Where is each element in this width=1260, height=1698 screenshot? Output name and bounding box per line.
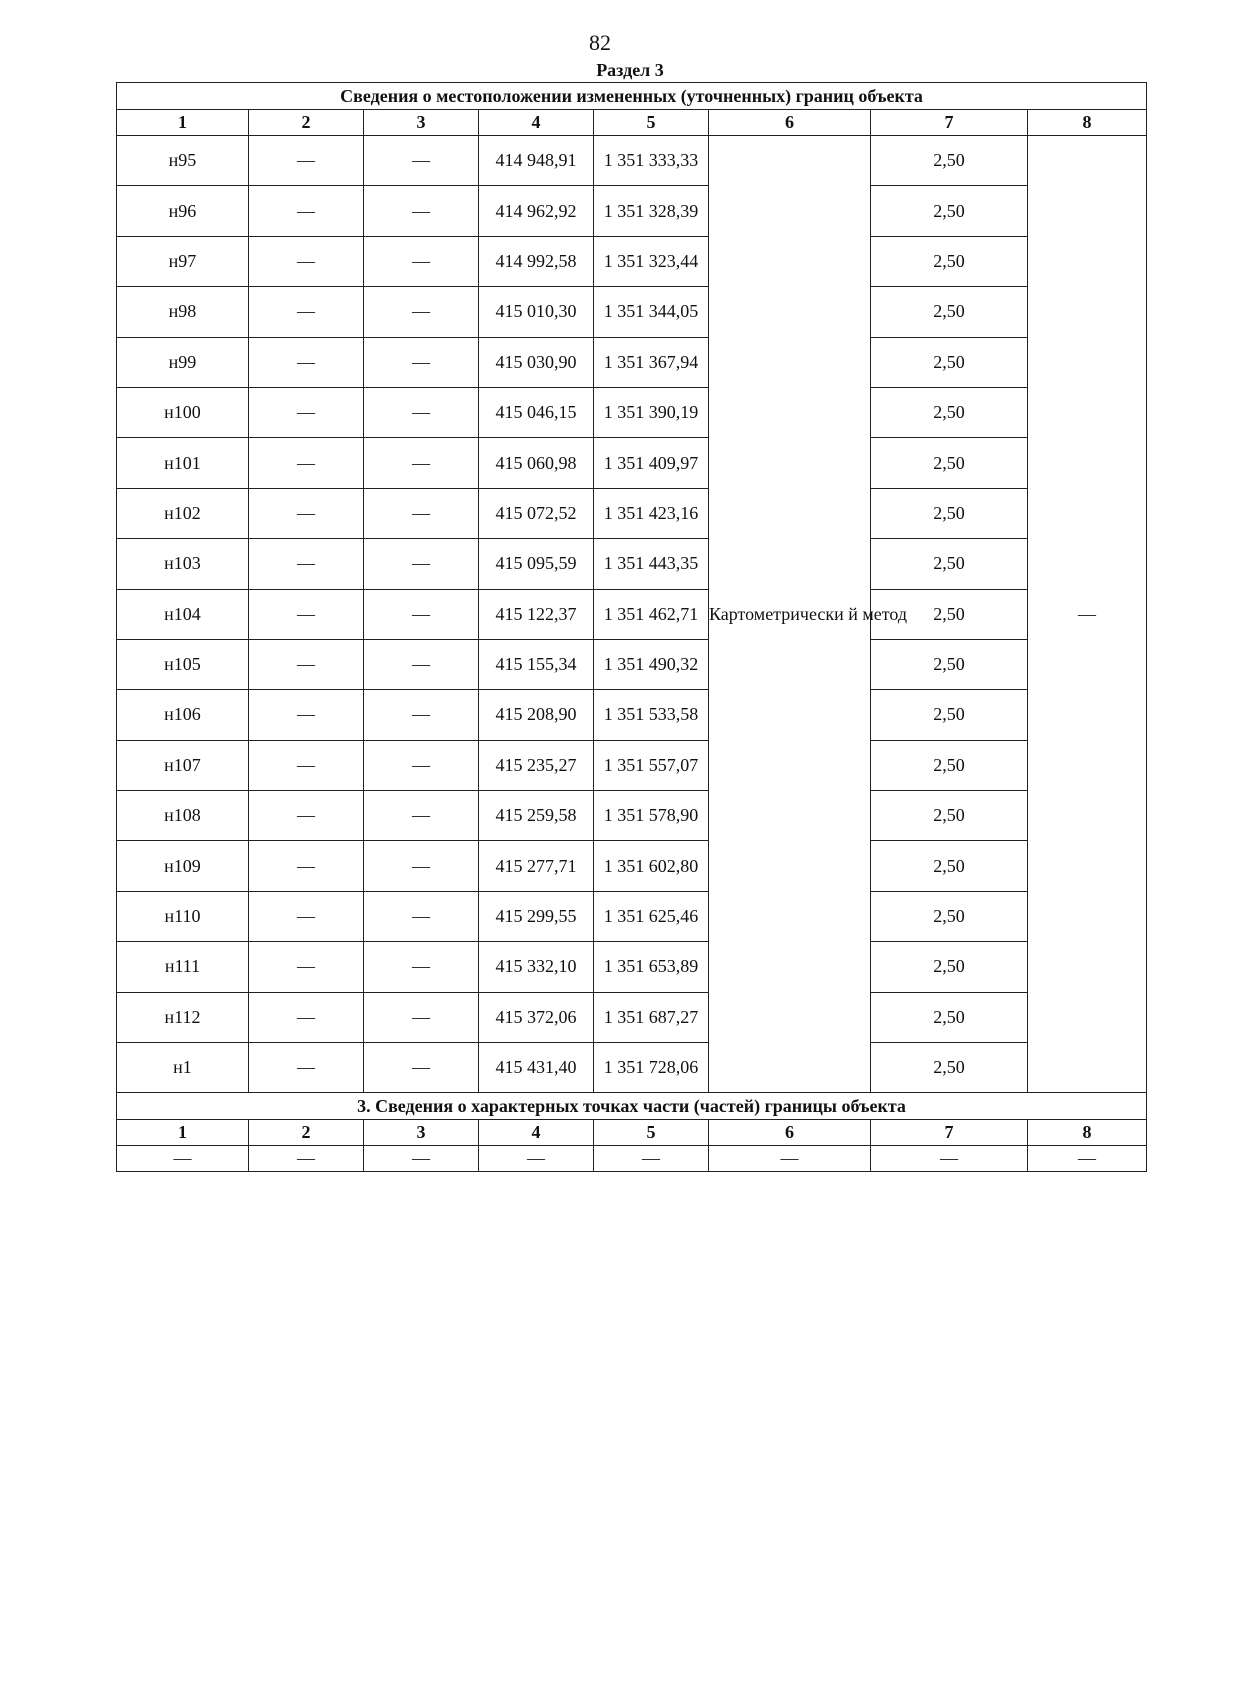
sub-value-4: — bbox=[479, 1146, 594, 1172]
coordinate-y: 1 351 367,94 bbox=[594, 337, 709, 387]
point-id: н101 bbox=[117, 438, 249, 488]
column-3-value: — bbox=[364, 136, 479, 186]
accuracy-value: 2,50 bbox=[871, 589, 1028, 639]
sub-value-1: — bbox=[117, 1146, 249, 1172]
column-2-value: — bbox=[249, 791, 364, 841]
column-2-value: — bbox=[249, 589, 364, 639]
coordinate-x: 415 095,59 bbox=[479, 539, 594, 589]
column-3-value: — bbox=[364, 387, 479, 437]
table-row bbox=[117, 287, 1147, 337]
table-row bbox=[117, 1146, 1147, 1172]
column-2-value: — bbox=[249, 186, 364, 236]
sub-value-8: — bbox=[1028, 1146, 1147, 1172]
column-3-value: — bbox=[364, 236, 479, 286]
table-row bbox=[117, 387, 1147, 437]
column-2-value: — bbox=[249, 639, 364, 689]
accuracy-value: 2,50 bbox=[871, 690, 1028, 740]
column-3-value: — bbox=[364, 639, 479, 689]
accuracy-value: 2,50 bbox=[871, 438, 1028, 488]
accuracy-value: 2,50 bbox=[871, 186, 1028, 236]
table-row bbox=[117, 841, 1147, 891]
accuracy-value: 2,50 bbox=[871, 740, 1028, 790]
accuracy-value: 2,50 bbox=[871, 387, 1028, 437]
coordinate-y: 1 351 323,44 bbox=[594, 236, 709, 286]
accuracy-value: 2,50 bbox=[871, 236, 1028, 286]
coordinate-y: 1 351 443,35 bbox=[594, 539, 709, 589]
table-row bbox=[117, 1043, 1147, 1093]
accuracy-value: 2,50 bbox=[871, 1043, 1028, 1093]
coordinate-x: 415 155,34 bbox=[479, 639, 594, 689]
point-id: н102 bbox=[117, 488, 249, 538]
table-row bbox=[117, 589, 1147, 639]
coordinate-y: 1 351 653,89 bbox=[594, 942, 709, 992]
column-header-8: 8 bbox=[1028, 110, 1147, 136]
table-row bbox=[117, 186, 1147, 236]
column-3-value: — bbox=[364, 488, 479, 538]
column-header-6: 6 bbox=[709, 110, 871, 136]
subsection-title: 3. Сведения о характерных точках части (частей) границы объекта bbox=[117, 1093, 1147, 1120]
column-2-value: — bbox=[249, 992, 364, 1042]
coordinate-x: 415 332,10 bbox=[479, 942, 594, 992]
table-row bbox=[117, 791, 1147, 841]
point-id: н97 bbox=[117, 236, 249, 286]
column-3-value: — bbox=[364, 942, 479, 992]
coordinate-y: 1 351 578,90 bbox=[594, 791, 709, 841]
table-title: Сведения о местоположении измененных (уточненных) границ объекта bbox=[117, 83, 1147, 110]
column-3-value: — bbox=[364, 438, 479, 488]
column-2-value: — bbox=[249, 438, 364, 488]
column-3-value: — bbox=[364, 186, 479, 236]
column-2-value: — bbox=[249, 690, 364, 740]
sub-column-header-7: 7 bbox=[871, 1120, 1028, 1146]
column-header-3: 3 bbox=[364, 110, 479, 136]
method-cell: Картометрически й метод bbox=[709, 136, 871, 1093]
sub-column-header-4: 4 bbox=[479, 1120, 594, 1146]
coordinate-x: 414 948,91 bbox=[479, 136, 594, 186]
boundaries-table bbox=[116, 82, 1147, 1172]
accuracy-value: 2,50 bbox=[871, 841, 1028, 891]
column-3-value: — bbox=[364, 740, 479, 790]
section-heading: Раздел 3 bbox=[596, 60, 664, 80]
point-id: н107 bbox=[117, 740, 249, 790]
point-id: н108 bbox=[117, 791, 249, 841]
coordinate-y: 1 351 328,39 bbox=[594, 186, 709, 236]
coordinate-y: 1 351 344,05 bbox=[594, 287, 709, 337]
coordinate-y: 1 351 462,71 bbox=[594, 589, 709, 639]
coordinate-y: 1 351 423,16 bbox=[594, 488, 709, 538]
sub-column-header-2: 2 bbox=[249, 1120, 364, 1146]
column-3-value: — bbox=[364, 690, 479, 740]
point-id: н95 bbox=[117, 136, 249, 186]
sub-column-header-1: 1 bbox=[117, 1120, 249, 1146]
point-id: н104 bbox=[117, 589, 249, 639]
column-2-value: — bbox=[249, 387, 364, 437]
coordinate-y: 1 351 557,07 bbox=[594, 740, 709, 790]
column-2-value: — bbox=[249, 287, 364, 337]
coordinate-x: 415 299,55 bbox=[479, 891, 594, 941]
sub-value-6: — bbox=[709, 1146, 871, 1172]
column-3-value: — bbox=[364, 337, 479, 387]
table-row bbox=[117, 337, 1147, 387]
point-id: н98 bbox=[117, 287, 249, 337]
table-row bbox=[117, 942, 1147, 992]
coordinate-x: 415 072,52 bbox=[479, 488, 594, 538]
point-id: н106 bbox=[117, 690, 249, 740]
coordinate-y: 1 351 390,19 bbox=[594, 387, 709, 437]
sub-value-5: — bbox=[594, 1146, 709, 1172]
point-id: н110 bbox=[117, 891, 249, 941]
coordinate-x: 415 010,30 bbox=[479, 287, 594, 337]
coordinate-y: 1 351 533,58 bbox=[594, 690, 709, 740]
column-2-value: — bbox=[249, 740, 364, 790]
column-2-value: — bbox=[249, 539, 364, 589]
column-3-value: — bbox=[364, 791, 479, 841]
accuracy-value: 2,50 bbox=[871, 539, 1028, 589]
column-3-value: — bbox=[364, 1043, 479, 1093]
table-row bbox=[117, 992, 1147, 1042]
sub-column-header-5: 5 bbox=[594, 1120, 709, 1146]
column-2-value: — bbox=[249, 488, 364, 538]
accuracy-value: 2,50 bbox=[871, 891, 1028, 941]
coordinate-y: 1 351 625,46 bbox=[594, 891, 709, 941]
coordinate-y: 1 351 602,80 bbox=[594, 841, 709, 891]
coordinate-x: 415 046,15 bbox=[479, 387, 594, 437]
column-2-value: — bbox=[249, 891, 364, 941]
column-3-value: — bbox=[364, 891, 479, 941]
coordinate-x: 415 277,71 bbox=[479, 841, 594, 891]
column-2-value: — bbox=[249, 1043, 364, 1093]
column-2-value: — bbox=[249, 841, 364, 891]
table-row bbox=[117, 136, 1147, 186]
column-3-value: — bbox=[364, 841, 479, 891]
point-id: н103 bbox=[117, 539, 249, 589]
coordinate-x: 415 030,90 bbox=[479, 337, 594, 387]
coordinate-y: 1 351 687,27 bbox=[594, 992, 709, 1042]
accuracy-value: 2,50 bbox=[871, 337, 1028, 387]
table-row bbox=[117, 740, 1147, 790]
accuracy-value: 2,50 bbox=[871, 992, 1028, 1042]
column-header-4: 4 bbox=[479, 110, 594, 136]
coordinate-x: 415 372,06 bbox=[479, 992, 594, 1042]
point-id: н112 bbox=[117, 992, 249, 1042]
table-row bbox=[117, 236, 1147, 286]
column-2-value: — bbox=[249, 236, 364, 286]
page-number: 82 bbox=[589, 30, 611, 55]
column-2-value: — bbox=[249, 942, 364, 992]
table-row bbox=[117, 690, 1147, 740]
point-id: н99 bbox=[117, 337, 249, 387]
column-2-value: — bbox=[249, 136, 364, 186]
sub-column-header-8: 8 bbox=[1028, 1120, 1147, 1146]
table-row bbox=[117, 539, 1147, 589]
sub-column-header-6: 6 bbox=[709, 1120, 871, 1146]
coordinate-y: 1 351 728,06 bbox=[594, 1043, 709, 1093]
point-id: н96 bbox=[117, 186, 249, 236]
coordinate-x: 415 122,37 bbox=[479, 589, 594, 639]
accuracy-value: 2,50 bbox=[871, 488, 1028, 538]
column-header-1: 1 bbox=[117, 110, 249, 136]
table-row bbox=[117, 438, 1147, 488]
coordinate-x: 415 259,58 bbox=[479, 791, 594, 841]
column-3-value: — bbox=[364, 287, 479, 337]
accuracy-value: 2,50 bbox=[871, 136, 1028, 186]
point-id: н111 bbox=[117, 942, 249, 992]
coordinate-x: 414 992,58 bbox=[479, 236, 594, 286]
column-header-2: 2 bbox=[249, 110, 364, 136]
accuracy-value: 2,50 bbox=[871, 942, 1028, 992]
table-row bbox=[117, 488, 1147, 538]
sub-column-header-3: 3 bbox=[364, 1120, 479, 1146]
accuracy-value: 2,50 bbox=[871, 287, 1028, 337]
point-id: н109 bbox=[117, 841, 249, 891]
column-header-7: 7 bbox=[871, 110, 1028, 136]
coordinate-y: 1 351 409,97 bbox=[594, 438, 709, 488]
sub-value-3: — bbox=[364, 1146, 479, 1172]
coordinate-y: 1 351 333,33 bbox=[594, 136, 709, 186]
column-3-value: — bbox=[364, 589, 479, 639]
accuracy-value: 2,50 bbox=[871, 639, 1028, 689]
column-header-5: 5 bbox=[594, 110, 709, 136]
sub-value-2: — bbox=[249, 1146, 364, 1172]
table-row bbox=[117, 639, 1147, 689]
column-3-value: — bbox=[364, 539, 479, 589]
point-id: н100 bbox=[117, 387, 249, 437]
point-id: н1 bbox=[117, 1043, 249, 1093]
coordinate-x: 415 060,98 bbox=[479, 438, 594, 488]
column-2-value: — bbox=[249, 337, 364, 387]
coordinate-x: 415 431,40 bbox=[479, 1043, 594, 1093]
coordinate-x: 415 235,27 bbox=[479, 740, 594, 790]
column-3-value: — bbox=[364, 992, 479, 1042]
accuracy-value: 2,50 bbox=[871, 791, 1028, 841]
column-8-value: — bbox=[1028, 136, 1147, 1093]
sub-value-7: — bbox=[871, 1146, 1028, 1172]
table-row bbox=[117, 891, 1147, 941]
coordinate-y: 1 351 490,32 bbox=[594, 639, 709, 689]
point-id: н105 bbox=[117, 639, 249, 689]
coordinate-x: 414 962,92 bbox=[479, 186, 594, 236]
coordinate-x: 415 208,90 bbox=[479, 690, 594, 740]
